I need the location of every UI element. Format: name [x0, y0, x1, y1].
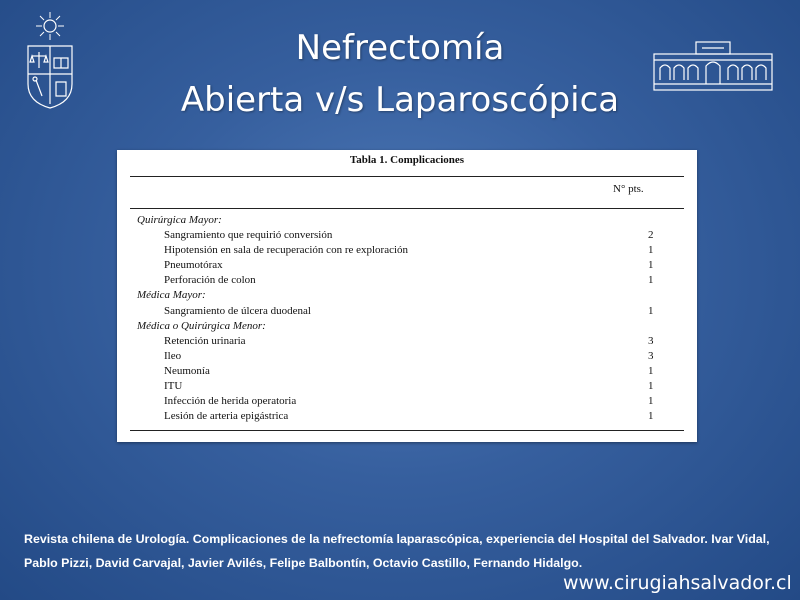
patient-count: 2	[648, 229, 654, 242]
table-bottom-rule	[130, 430, 684, 431]
table-row	[137, 273, 657, 288]
patient-count: 1	[648, 364, 654, 377]
table-row	[137, 409, 657, 424]
complication-label: Hipotensión en sala de recuperación con re exploración	[164, 244, 409, 257]
patient-count: 3	[648, 349, 654, 362]
complication-label: Lesión de arteria epigástrica	[164, 410, 289, 423]
complication-label: Retención urinaria	[164, 334, 246, 347]
patient-count: 1	[648, 244, 654, 257]
category-label: Quirúrgica Mayor:	[137, 214, 222, 226]
complication-label: Sangramiento de úlcera duodenal	[164, 304, 311, 317]
slide-title-line-2: Abierta v/s Laparoscópica	[180, 80, 620, 120]
table-row	[137, 379, 657, 394]
complication-label: Pneumotórax	[164, 259, 223, 272]
table-row	[137, 228, 657, 243]
patient-count: 3	[648, 334, 654, 347]
table-category-row	[137, 288, 657, 303]
table-row	[137, 258, 657, 273]
table-row	[137, 304, 657, 319]
patient-count: 1	[648, 395, 654, 408]
citation-text: Revista chilena de Urología. Complicaciones de la nefrectomía laparascópica, experiencia del Hospital del Salvador. Ivar Vidal, Pablo Pizzi, David Carvajal, Javier Avilés, Felipe Balbontín, Octavio Castillo, Fernando Hidalgo.	[24, 532, 770, 570]
category-label: Médica Mayor:	[137, 289, 206, 302]
patient-count: 1	[648, 259, 654, 272]
table-header-rule	[130, 208, 684, 209]
website-url: www.cirugiahsalvador.cl	[563, 572, 792, 594]
table-category-row	[137, 319, 657, 334]
complication-label: Infección de herida operatoria	[164, 395, 297, 408]
complication-label: Neumonía	[164, 364, 210, 377]
patient-count: 1	[648, 410, 654, 423]
table-row	[137, 364, 657, 379]
patient-count: 1	[648, 380, 654, 393]
table-row	[137, 349, 657, 364]
table-top-rule	[130, 176, 684, 177]
table-category-row	[137, 213, 657, 228]
table-caption: Tabla 1. Complicaciones	[349, 154, 465, 166]
table-row	[137, 334, 657, 349]
university-crest-icon	[22, 10, 78, 110]
table-body	[137, 213, 657, 424]
table-row	[137, 243, 657, 258]
complication-label: Perforación de colon	[164, 274, 256, 287]
patient-count: 1	[648, 274, 654, 287]
complications-table	[117, 150, 697, 442]
complication-label: Sangramiento que requirió conversión	[164, 229, 333, 242]
slide-title-line-1: Nefrectomía	[295, 28, 505, 68]
column-header-patients: N° pts.	[613, 183, 644, 195]
complication-label: Ileo	[164, 349, 182, 362]
category-label: Médica o Quirúrgica Menor:	[137, 319, 266, 332]
table-row	[137, 394, 657, 409]
complication-label: ITU	[164, 380, 183, 393]
patient-count: 1	[648, 304, 654, 317]
